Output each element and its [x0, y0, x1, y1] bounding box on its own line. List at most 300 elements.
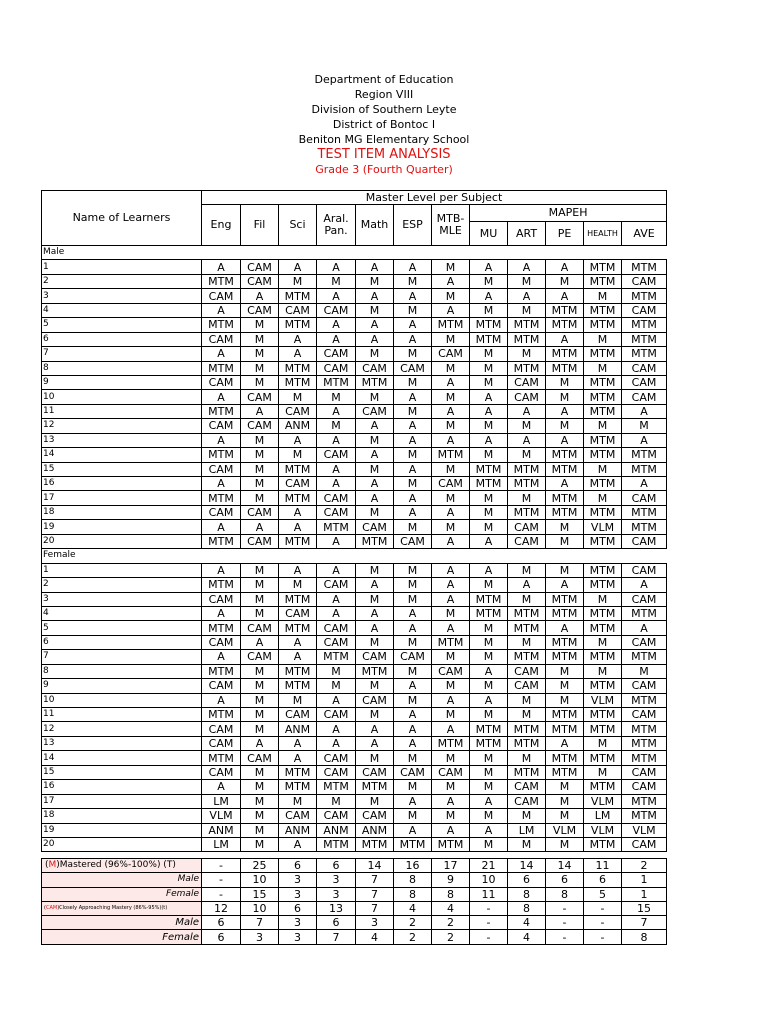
mastery-cell: CAM	[202, 635, 241, 649]
summary-count: 2	[432, 916, 470, 930]
mastery-cell: M	[622, 419, 667, 433]
mastery-cell: MTM	[622, 347, 667, 361]
mastery-cell: MTM	[622, 650, 667, 664]
mastery-cell: M	[508, 448, 546, 462]
mastery-cell: A	[202, 520, 241, 534]
mastery-cell: M	[356, 462, 394, 476]
summary-count: 7	[317, 930, 356, 944]
summary-count: 1	[622, 873, 667, 887]
mastery-cell: A	[202, 433, 241, 447]
mastery-cell: MTM	[202, 621, 241, 635]
mastery-cell: M	[394, 635, 432, 649]
mastery-cell: M	[508, 809, 546, 823]
mastery-cell: A	[356, 491, 394, 505]
summary-count: 16	[394, 859, 432, 873]
summary-count: 4	[356, 930, 394, 944]
master-level-header: Master Level per Subject	[202, 191, 667, 205]
mastery-cell: A	[508, 404, 546, 418]
mastery-cell: CAM	[508, 534, 546, 548]
summary-table	[41, 858, 667, 945]
mastery-cell: VLM	[584, 794, 622, 808]
mastery-cell: A	[356, 736, 394, 750]
mastery-cell: M	[470, 650, 508, 664]
mastery-cell: M	[279, 274, 317, 288]
summary-label	[42, 859, 202, 873]
mastery-cell: CAM	[317, 621, 356, 635]
mastery-table	[41, 190, 667, 852]
mastery-cell: M	[317, 794, 356, 808]
header-line-district: District of Bontoc I	[332, 118, 436, 131]
mastery-cell: CAM	[202, 722, 241, 736]
mastery-cell: A	[508, 260, 546, 274]
summary-count: 6	[546, 873, 584, 887]
mastery-cell: A	[432, 693, 470, 707]
mastery-cell: A	[356, 578, 394, 592]
mastery-cell: M	[584, 592, 622, 606]
summary-count: 8	[508, 887, 546, 901]
mastery-cell: MTM	[546, 765, 584, 779]
mastery-cell: MTM	[508, 361, 546, 375]
mastery-cell: A	[356, 621, 394, 635]
table-row	[42, 491, 667, 505]
mastery-cell: A	[202, 780, 241, 794]
mastery-cell: CAM	[432, 477, 470, 491]
mastery-cell: MTM	[622, 751, 667, 765]
mastery-cell: CAM	[241, 260, 279, 274]
mastery-cell: MTM	[202, 664, 241, 678]
header-line-division: Division of Southern Leyte	[311, 103, 457, 116]
mastery-cell: CAM	[622, 592, 667, 606]
paren-close: )	[56, 860, 60, 871]
mastery-cell: M	[317, 679, 356, 693]
table-row	[42, 621, 667, 635]
mastery-cell: A	[317, 318, 356, 332]
mastery-cell: MTM	[508, 462, 546, 476]
mastery-cell: CAM	[317, 347, 356, 361]
mastery-cell: M	[470, 809, 508, 823]
mastery-cell: M	[470, 520, 508, 534]
mastery-cell: MTM	[508, 318, 546, 332]
mastery-cell: MTM	[546, 708, 584, 722]
summary-count: 6	[317, 859, 356, 873]
mastery-cell: A	[622, 578, 667, 592]
learner-number: 16	[42, 780, 202, 794]
mastery-cell: MTM	[546, 303, 584, 317]
mastery-cell: M	[317, 274, 356, 288]
mastery-cell: MTM	[508, 621, 546, 635]
mastery-cell: CAM	[622, 780, 667, 794]
mastery-cell: A	[470, 534, 508, 548]
summary-count: 7	[241, 916, 279, 930]
mastery-cell: MTM	[546, 606, 584, 620]
summary-count: 8	[432, 887, 470, 901]
mastery-cell: M	[394, 751, 432, 765]
mastery-cell: MTM	[202, 578, 241, 592]
mastery-cell: MTM	[584, 477, 622, 491]
mastery-cell: A	[241, 635, 279, 649]
summary-count: -	[584, 901, 622, 915]
mastery-cell: CAM	[317, 361, 356, 375]
mastery-cell: ANM	[356, 823, 394, 837]
summary-count: 7	[356, 887, 394, 901]
mastery-cell: MTM	[432, 635, 470, 649]
mastery-cell: M	[356, 347, 394, 361]
mastery-cell: M	[432, 606, 470, 620]
mastery-cell: CAM	[622, 303, 667, 317]
mastery-cell: CAM	[241, 621, 279, 635]
mastery-cell: A	[394, 722, 432, 736]
learner-number: 14	[42, 448, 202, 462]
mastery-cell: M	[241, 823, 279, 837]
table-row	[42, 260, 667, 274]
mastery-cell: MTM	[584, 837, 622, 851]
mastery-cell: MTM	[546, 722, 584, 736]
mastery-cell: M	[432, 419, 470, 433]
summary-count: 3	[279, 873, 317, 887]
mastery-cell: A	[394, 606, 432, 620]
mastery-cell: A	[470, 404, 508, 418]
mastery-cell: MTM	[432, 448, 470, 462]
summary-count: 8	[546, 887, 584, 901]
mastery-cell: M	[241, 318, 279, 332]
mastery-cell: A	[317, 289, 356, 303]
summary-code: M	[48, 860, 57, 871]
summary-count: 10	[241, 873, 279, 887]
mastery-cell: M	[546, 837, 584, 851]
mastery-cell: CAM	[508, 794, 546, 808]
section-filler	[202, 549, 667, 563]
mastery-cell: CAM	[394, 361, 432, 375]
mastery-cell: MTM	[584, 303, 622, 317]
mastery-cell: M	[546, 375, 584, 389]
mastery-cell: CAM	[432, 664, 470, 678]
mastery-cell: A	[279, 736, 317, 750]
mastery-cell: CAM	[394, 765, 432, 779]
mastery-cell: M	[584, 736, 622, 750]
mastery-cell: M	[432, 751, 470, 765]
mastery-cell: M	[394, 347, 432, 361]
mastery-cell: MTM	[317, 837, 356, 851]
mastery-cell: A	[279, 433, 317, 447]
mastery-cell: M	[394, 477, 432, 491]
summary-code: CAM	[45, 905, 58, 912]
mastery-cell: A	[317, 722, 356, 736]
mastery-cell: MTM	[279, 765, 317, 779]
mastery-cell: M	[470, 578, 508, 592]
mastery-cell: M	[508, 751, 546, 765]
name-of-learners-header: Name of Learners	[42, 191, 202, 246]
mastery-cell: LM	[202, 837, 241, 851]
mastery-cell: A	[317, 433, 356, 447]
summary-count: 3	[279, 930, 317, 944]
mastery-cell: A	[317, 592, 356, 606]
learner-number: 4	[42, 606, 202, 620]
mastery-cell: CAM	[394, 534, 432, 548]
mastery-cell: A	[394, 505, 432, 519]
mastery-cell: A	[394, 462, 432, 476]
mastery-cell: M	[546, 419, 584, 433]
mastery-cell: MTM	[279, 462, 317, 476]
learner-number: 9	[42, 375, 202, 389]
mastery-cell: M	[279, 578, 317, 592]
summary-count: 10	[241, 901, 279, 915]
learner-number: 5	[42, 318, 202, 332]
mastery-cell: MTM	[546, 491, 584, 505]
summary-count: 8	[622, 930, 667, 944]
learner-number: 15	[42, 765, 202, 779]
summary-count: 6	[202, 930, 241, 944]
table-row	[42, 837, 667, 851]
mastery-cell: M	[508, 274, 546, 288]
summary-count: 2	[622, 859, 667, 873]
mastery-cell: CAM	[202, 679, 241, 693]
mastery-cell: CAM	[241, 419, 279, 433]
summary-count: -	[202, 887, 241, 901]
mastery-cell: A	[432, 404, 470, 418]
summary-count: 6	[584, 873, 622, 887]
mastery-cell: MTM	[202, 491, 241, 505]
mastery-cell: M	[470, 505, 508, 519]
mastery-cell: A	[546, 433, 584, 447]
mastery-cell: MTM	[470, 332, 508, 346]
mastery-cell: CAM	[356, 404, 394, 418]
mastery-cell: ANM	[279, 419, 317, 433]
mastery-cell: MTM	[279, 289, 317, 303]
summary-count: 6	[279, 901, 317, 915]
mastery-cell: M	[394, 563, 432, 577]
mastery-cell: CAM	[356, 765, 394, 779]
summary-count: 13	[317, 901, 356, 915]
mastery-cell: M	[470, 837, 508, 851]
mastery-cell: M	[432, 462, 470, 476]
summary-count: -	[470, 916, 508, 930]
mastery-cell: MTM	[584, 650, 622, 664]
mastery-cell: A	[546, 404, 584, 418]
mastery-cell: M	[470, 679, 508, 693]
learner-number: 6	[42, 332, 202, 346]
mastery-cell: M	[470, 303, 508, 317]
mastery-cell: A	[356, 419, 394, 433]
mastery-cell: CAM	[508, 780, 546, 794]
mastery-cell: MTM	[279, 621, 317, 635]
mastery-cell: CAM	[317, 578, 356, 592]
mastery-cell: MTM	[202, 361, 241, 375]
summary-row	[42, 873, 667, 887]
mastery-cell: A	[546, 621, 584, 635]
learner-number: 17	[42, 491, 202, 505]
summary-count: 9	[432, 873, 470, 887]
mastery-cell: M	[508, 347, 546, 361]
summary-count: 11	[584, 859, 622, 873]
summary-count: 2	[432, 930, 470, 944]
mastery-cell: MTM	[432, 736, 470, 750]
summary-count: 14	[356, 859, 394, 873]
mastery-cell: CAM	[241, 303, 279, 317]
mastery-cell: A	[356, 477, 394, 491]
mastery-cell: M	[241, 332, 279, 346]
col-header-ave: AVE	[622, 222, 667, 246]
learner-number: 2	[42, 578, 202, 592]
mastery-cell: A	[202, 693, 241, 707]
mastery-cell: A	[432, 563, 470, 577]
mastery-cell: A	[241, 520, 279, 534]
mastery-cell: MTM	[202, 751, 241, 765]
summary-count: 3	[317, 887, 356, 901]
mastery-cell: M	[546, 780, 584, 794]
table-row	[42, 664, 667, 678]
mastery-cell: A	[546, 736, 584, 750]
mastery-cell: CAM	[279, 303, 317, 317]
summary-count: 5	[584, 887, 622, 901]
mastery-cell: A	[508, 578, 546, 592]
learner-number: 8	[42, 664, 202, 678]
mastery-cell: M	[394, 664, 432, 678]
table-row	[42, 592, 667, 606]
mastery-cell: M	[432, 361, 470, 375]
mastery-cell: M	[241, 592, 279, 606]
summary-count: 8	[508, 901, 546, 915]
mastery-cell: MTM	[432, 318, 470, 332]
summary-count: 2	[394, 916, 432, 930]
mastery-cell: MTM	[546, 347, 584, 361]
summary-count: 12	[202, 901, 241, 915]
mastery-cell: A	[470, 693, 508, 707]
paren-open: (	[45, 860, 49, 871]
mastery-cell: CAM	[202, 332, 241, 346]
header-line-school: Beniton MG Elementary School	[298, 133, 470, 146]
mastery-cell: MTM	[546, 751, 584, 765]
summary-label-text: Closely Approaching Mastery (86%-95%)(t)	[59, 905, 168, 912]
mastery-cell: MTM	[622, 794, 667, 808]
learner-number: 11	[42, 404, 202, 418]
mastery-cell: M	[432, 260, 470, 274]
mastery-cell: CAM	[317, 505, 356, 519]
mastery-cell: M	[241, 563, 279, 577]
mastery-cell: M	[241, 606, 279, 620]
summary-label	[42, 901, 202, 915]
mastery-cell: CAM	[317, 751, 356, 765]
table-row	[42, 390, 667, 404]
mastery-cell: CAM	[241, 650, 279, 664]
mastery-cell: MTM	[432, 837, 470, 851]
mastery-cell: M	[584, 462, 622, 476]
mastery-cell: A	[432, 303, 470, 317]
mastery-cell: MTM	[470, 462, 508, 476]
mastery-cell: MTM	[279, 679, 317, 693]
learner-number: 5	[42, 621, 202, 635]
mastery-cell: A	[622, 433, 667, 447]
mastery-cell: MTM	[546, 361, 584, 375]
mastery-cell: M	[241, 462, 279, 476]
mastery-cell: M	[241, 347, 279, 361]
table-row	[42, 563, 667, 577]
mastery-cell: CAM	[241, 505, 279, 519]
summary-count: 25	[241, 859, 279, 873]
mastery-cell: MTM	[622, 289, 667, 303]
mastery-cell: A	[470, 390, 508, 404]
mastery-cell: A	[394, 823, 432, 837]
mastery-cell: A	[317, 404, 356, 418]
table-row	[42, 606, 667, 620]
mastery-cell: A	[317, 736, 356, 750]
learner-number: 11	[42, 708, 202, 722]
mastery-cell: CAM	[622, 390, 667, 404]
mastery-cell: MTM	[584, 260, 622, 274]
mastery-cell: ANM	[202, 823, 241, 837]
learner-number: 3	[42, 289, 202, 303]
mastery-cell: M	[470, 780, 508, 794]
mastery-cell: CAM	[356, 361, 394, 375]
learner-number: 3	[42, 592, 202, 606]
mastery-cell: VLM	[584, 693, 622, 707]
mastery-cell: LM	[202, 794, 241, 808]
table-row	[42, 347, 667, 361]
mastery-cell: CAM	[202, 592, 241, 606]
learner-number: 7	[42, 347, 202, 361]
mastery-cell: M	[546, 794, 584, 808]
summary-count: -	[202, 873, 241, 887]
mastery-cell: A	[202, 650, 241, 664]
summary-row	[42, 887, 667, 901]
mastery-cell: M	[394, 375, 432, 389]
mastery-cell: M	[279, 448, 317, 462]
summary-count: 14	[508, 859, 546, 873]
mastery-cell: A	[202, 563, 241, 577]
mastery-cell: A	[432, 274, 470, 288]
mastery-cell: A	[432, 592, 470, 606]
table-row	[42, 318, 667, 332]
summary-label: Female	[42, 887, 202, 901]
mastery-cell: A	[202, 390, 241, 404]
header-line-department: Department of Education	[314, 73, 454, 86]
summary-table-body	[42, 859, 667, 945]
learner-number: 18	[42, 809, 202, 823]
summary-count: 21	[470, 859, 508, 873]
col-header-eng: Eng	[202, 205, 241, 246]
mastery-cell: CAM	[356, 693, 394, 707]
mastery-cell: MTM	[202, 708, 241, 722]
mastery-cell: CAM	[432, 765, 470, 779]
mastery-cell: M	[470, 635, 508, 649]
learner-number: 1	[42, 563, 202, 577]
mastery-cell: MTM	[584, 563, 622, 577]
mastery-cell: M	[394, 693, 432, 707]
mastery-cell: CAM	[202, 375, 241, 389]
mapeh-header: MAPEH	[470, 205, 667, 222]
mastery-cell: MTM	[584, 751, 622, 765]
summary-count: 4	[394, 901, 432, 915]
mastery-cell: CAM	[202, 462, 241, 476]
mastery-cell: MTM	[546, 318, 584, 332]
mastery-cell: M	[241, 375, 279, 389]
summary-count: 6	[279, 859, 317, 873]
mastery-cell: MTM	[584, 621, 622, 635]
mastery-cell: MTM	[622, 260, 667, 274]
mastery-cell: CAM	[317, 448, 356, 462]
summary-count: -	[202, 859, 241, 873]
mastery-cell: MTM	[584, 708, 622, 722]
mastery-cell: A	[622, 621, 667, 635]
mastery-cell: A	[470, 664, 508, 678]
mastery-cell: A	[394, 491, 432, 505]
mastery-cell: MTM	[470, 592, 508, 606]
mastery-cell: A	[546, 477, 584, 491]
summary-count: 1	[622, 887, 667, 901]
mastery-cell: A	[317, 260, 356, 274]
mastery-cell: M	[584, 361, 622, 375]
mastery-cell: M	[508, 303, 546, 317]
mastery-cell: MTM	[508, 650, 546, 664]
